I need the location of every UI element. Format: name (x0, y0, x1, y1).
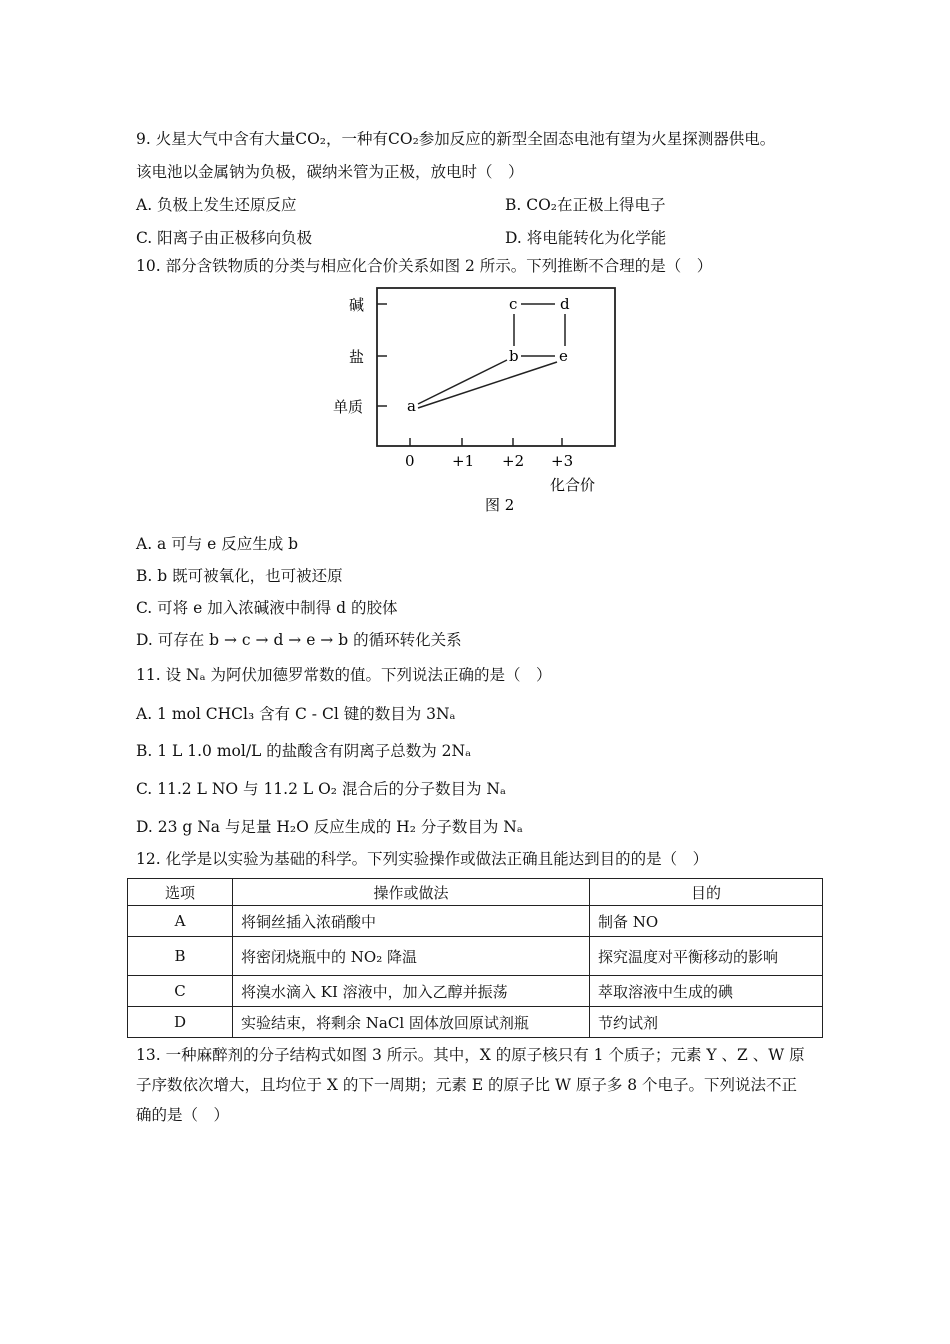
row-a-option: A (128, 906, 233, 937)
q11-option-d: D. 23 g Na 与足量 H₂O 反应生成的 H₂ 分子数目为 Nₐ (136, 818, 523, 836)
point-a: a (407, 397, 416, 415)
table-row (128, 906, 823, 937)
row-b-operation: 将密闭烧瓶中的 NO₂ 降温 (233, 937, 590, 976)
q9-option-a: A. 负极上发生还原反应 (136, 196, 297, 214)
q9-stem-line1: 9. 火星大气中含有大量CO₂，一种有CO₂参加反应的新型全固态电池有望为火星探测器供电。 (136, 130, 776, 148)
point-c: c (509, 295, 518, 313)
row-d-option: D (128, 1007, 233, 1038)
point-d: d (560, 295, 570, 313)
q9-option-d: D. 将电能转化为化学能 (505, 229, 667, 247)
row-d-purpose: 节约试剂 (590, 1007, 823, 1038)
x-axis-label: 化合价 (550, 476, 596, 494)
header-operation: 操作或做法 (233, 879, 590, 906)
q13-stem-line1: 13. 一种麻醉剂的分子结构式如图 3 所示。其中，X 的原子核只有 1 个质子；元素 Y 、Z 、W 原 (136, 1046, 805, 1064)
q13-stem-line3: 确的是（ ） (136, 1106, 230, 1124)
figure-frame (377, 288, 615, 446)
table-header-row (128, 879, 823, 906)
row-b-purpose: 探究温度对平衡移动的影响 (590, 937, 823, 976)
table-row (128, 1007, 823, 1038)
figure-caption: 图 2 (485, 496, 515, 514)
row-c-operation: 将溴水滴入 KI 溶液中，加入乙醇并振荡 (233, 976, 590, 1007)
q10-option-d: D. 可存在 b → c → d → e → b 的循环转化关系 (136, 631, 462, 649)
x-tick-0: 0 (405, 452, 415, 470)
header-purpose: 目的 (590, 879, 823, 906)
x-tick-plus3: +3 (551, 452, 574, 470)
q10-option-a: A. a 可与 e 反应生成 b (136, 535, 299, 553)
row-d-operation: 实验结束，将剩余 NaCl 固体放回原试剂瓶 (233, 1007, 590, 1038)
row-a-operation: 将铜丝插入浓硝酸中 (233, 906, 590, 937)
point-e: e (559, 347, 568, 365)
q13-stem-line2: 子序数依次增大，且均位于 X 的下一周期；元素 E 的原子比 W 原子多 8 个电子。下列说法不正 (136, 1076, 798, 1094)
figure-2-iron-valence-diagram (325, 280, 625, 520)
q11-option-a: A. 1 mol CHCl₃ 含有 C - Cl 键的数目为 3Nₐ (136, 705, 456, 723)
header-option: 选项 (128, 879, 233, 906)
q11-option-b: B. 1 L 1.0 mol/L 的盐酸含有阴离子总数为 2Nₐ (136, 742, 472, 760)
table-row (128, 937, 823, 976)
row-c-purpose: 萃取溶液中生成的碘 (590, 976, 823, 1007)
q10-stem: 10. 部分含铁物质的分类与相应化合价关系如图 2 所示。下列推断不合理的是（ ） (136, 257, 713, 275)
y-label-salt: 盐 (349, 348, 365, 366)
q11-option-c: C. 11.2 L NO 与 11.2 L O₂ 混合后的分子数目为 Nₐ (136, 780, 506, 798)
q10-option-b: B. b 既可被氧化，也可被还原 (136, 567, 343, 585)
x-tick-plus1: +1 (452, 452, 475, 470)
row-a-purpose: 制备 NO (590, 906, 823, 937)
y-label-base: 碱 (349, 296, 365, 314)
table-row (128, 976, 823, 1007)
q9-option-c: C. 阳离子由正极移向负极 (136, 229, 313, 247)
q12-stem: 12. 化学是以实验为基础的科学。下列实验操作或做法正确且能达到目的的是（ ） (136, 850, 709, 868)
x-tick-plus2: +2 (502, 452, 525, 470)
row-c-option: C (128, 976, 233, 1007)
q9-option-b: B. CO₂在正极上得电子 (505, 196, 666, 214)
point-b: b (509, 347, 519, 365)
q10-option-c: C. 可将 e 加入浓碱液中制得 d 的胶体 (136, 599, 398, 617)
q9-stem-line2: 该电池以金属钠为负极，碳纳米管为正极，放电时（ ） (136, 163, 524, 181)
q11-stem: 11. 设 Nₐ 为阿伏加德罗常数的值。下列说法正确的是（ ） (136, 666, 552, 684)
row-b-option: B (128, 937, 233, 976)
y-label-element: 单质 (333, 398, 364, 416)
experiment-table (127, 878, 823, 1038)
